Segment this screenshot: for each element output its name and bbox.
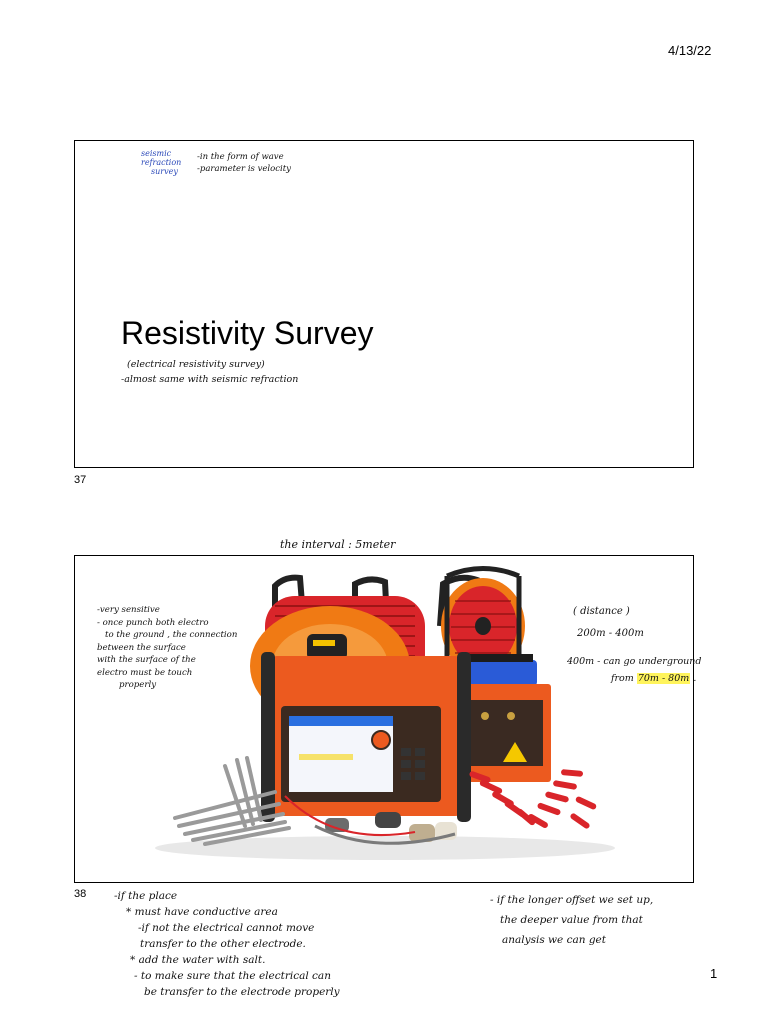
slide2-left-notes: -very sensitive - once punch both electro to the ground , the connection between the surface with the surface of the electro must be touch properly <box>97 605 238 690</box>
bottom-notes-left: -if the place * must have conductive area -if not the electrical cannot move transfer to the other electrode. * add the water with salt. - to make sure that the electrical can be transfer to the electrode properly <box>114 890 340 998</box>
slide1-subtitle: (electrical resistivity survey) -almost same with seismic refraction <box>121 359 299 385</box>
page-date: 4/13/22 <box>668 43 712 58</box>
slide2-distance-range: 200m - 400m <box>577 628 644 639</box>
slide2-distance-label: ( distance ) <box>573 606 630 617</box>
highlighted-depth: 70m - 80m <box>637 673 690 684</box>
slide-38 <box>74 555 702 883</box>
bottom-notes-right: - if the longer offset we set up, the deeper value from that analysis we can get <box>490 894 654 946</box>
page-number: 1 <box>710 966 718 981</box>
slide-37 <box>74 140 694 468</box>
slide2-depth-note: from 70m - 80m . <box>611 673 697 684</box>
slide2-top-note: the interval : 5meter <box>280 538 396 551</box>
slide-number-38: 38 <box>74 888 87 900</box>
slide2-underground-note: 400m - can go underground <box>567 656 702 667</box>
slide-title: Resistivity Survey <box>121 315 374 351</box>
slide1-note-blue: seismic refraction survey <box>141 149 182 176</box>
slide1-note-text: -in the form of wave -parameter is velocity <box>197 152 291 174</box>
slide-number-37: 37 <box>74 474 87 486</box>
